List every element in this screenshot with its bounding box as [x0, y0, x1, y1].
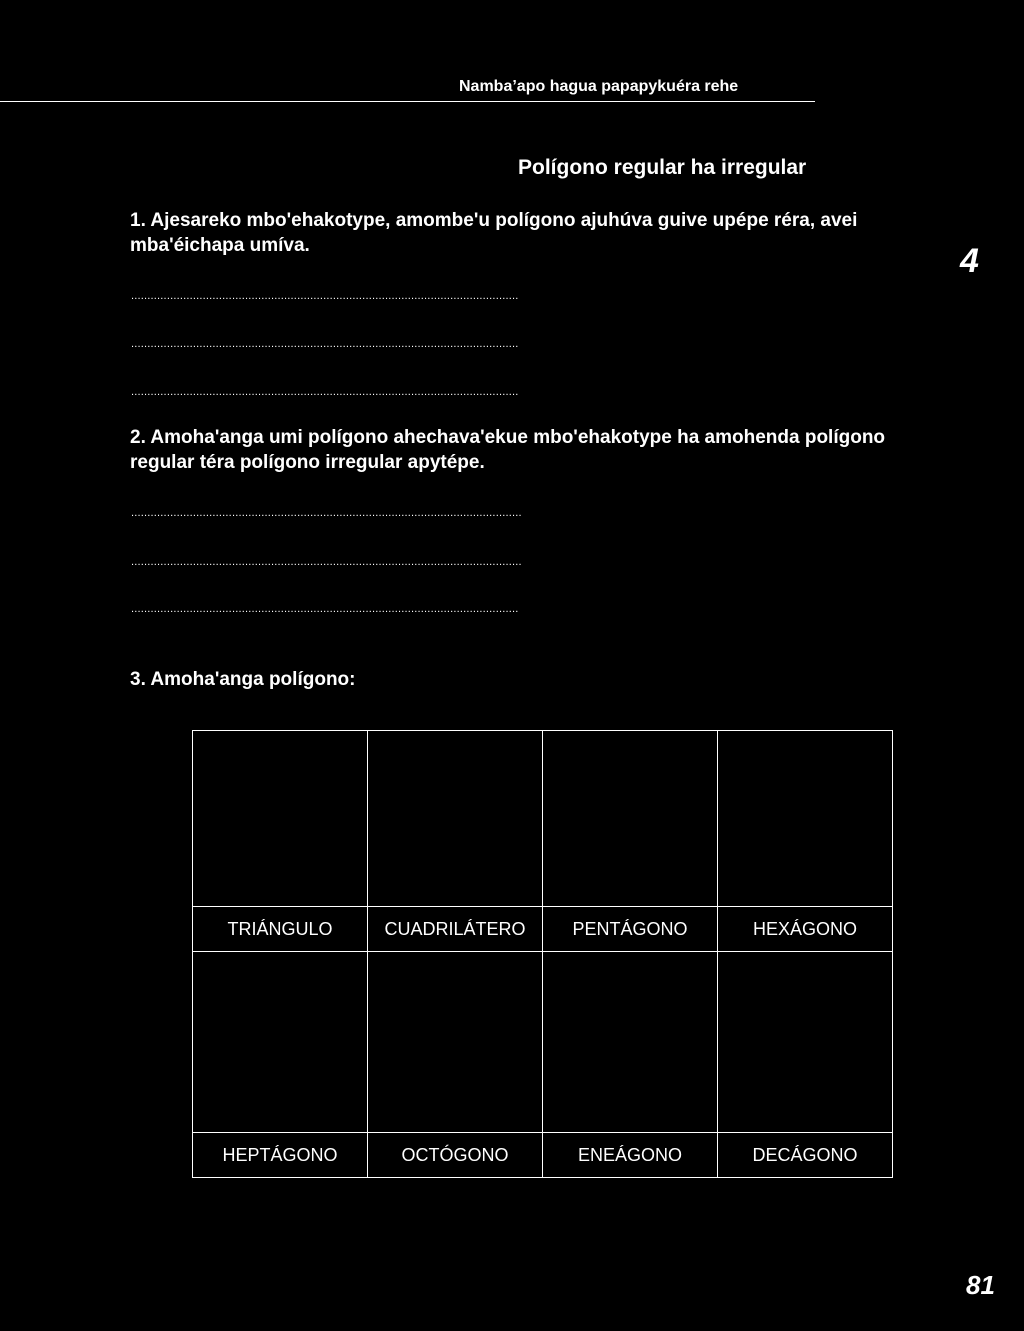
drawing-cell-octagon[interactable]	[368, 952, 543, 1133]
question-2: 2. Amoha'anga umi polígono ahechava'ekue mbo'ehakotype ha amohenda polígono regular téra polígono irregular apytépe.	[130, 427, 886, 473]
answer-line[interactable]: .......................................................................................................................	[131, 386, 519, 398]
polygon-label: HEPTÁGONO	[193, 1133, 368, 1178]
polygon-label: DECÁGONO	[718, 1133, 893, 1178]
chapter-number: 4	[960, 242, 979, 280]
drawing-cell-enneagon[interactable]	[543, 952, 718, 1133]
drawing-cell-hexagon[interactable]	[718, 731, 893, 907]
running-header: Namba’apo hagua papapykuéra rehe	[459, 78, 739, 95]
polygon-drawing-table	[192, 730, 893, 1178]
question-3: 3. Amoha'anga polígono:	[130, 669, 356, 690]
drawing-cell-pentagon[interactable]	[543, 731, 718, 907]
answer-line[interactable]: .......................................................................................................................	[131, 603, 519, 615]
answer-line[interactable]: .......................................................................................................................	[131, 338, 519, 350]
drawing-cell-quadrilateral[interactable]	[368, 731, 543, 907]
header-rule	[0, 101, 815, 102]
polygon-label: OCTÓGONO	[368, 1133, 543, 1178]
drawing-cell-triangle[interactable]	[193, 731, 368, 907]
answer-line[interactable]: ........................................................................................................................	[131, 556, 522, 568]
question-1: 1. Ajesareko mbo'ehakotype, amombe'u polígono ajuhúva guive upépe réra, avei mba'éichapa umíva.	[130, 210, 858, 256]
polygon-label: PENTÁGONO	[543, 907, 718, 952]
page-number: 81	[966, 1270, 995, 1300]
page-title: Polígono regular ha irregular	[518, 156, 807, 179]
polygon-label: ENEÁGONO	[543, 1133, 718, 1178]
answer-line[interactable]: ........................................................................................................................	[131, 507, 522, 519]
polygon-label: HEXÁGONO	[718, 907, 893, 952]
polygon-label: CUADRILÁTERO	[368, 907, 543, 952]
drawing-cell-decagon[interactable]	[718, 952, 893, 1133]
answer-line[interactable]: .......................................................................................................................	[131, 290, 519, 302]
polygon-label: TRIÁNGULO	[193, 907, 368, 952]
drawing-cell-heptagon[interactable]	[193, 952, 368, 1133]
